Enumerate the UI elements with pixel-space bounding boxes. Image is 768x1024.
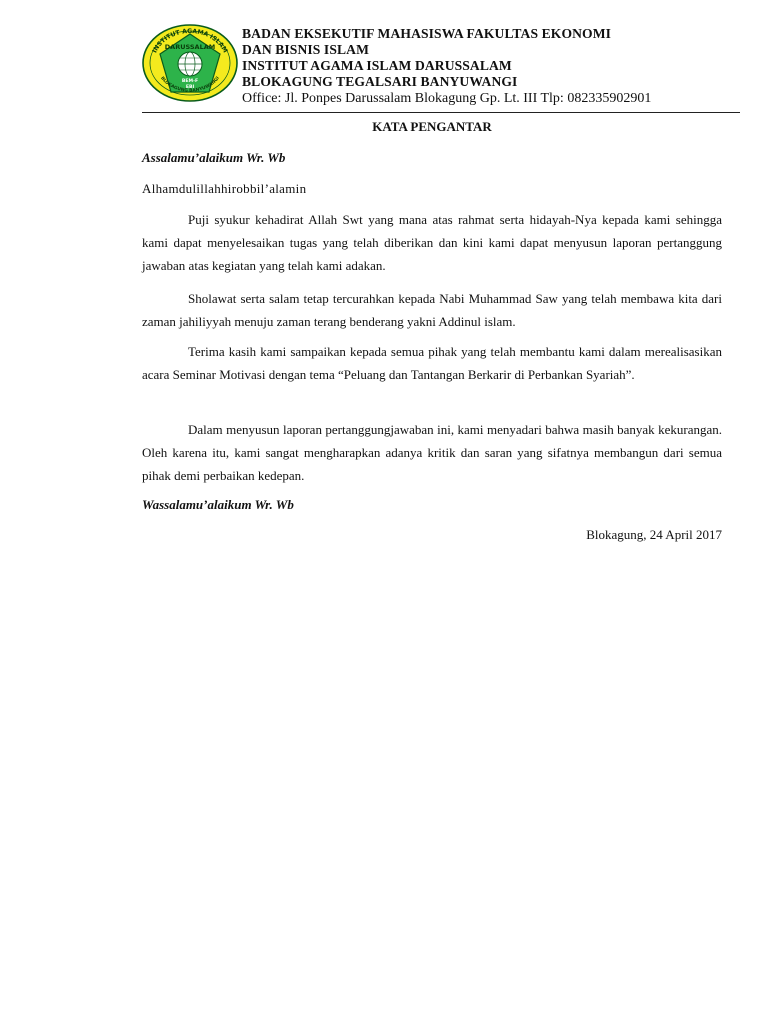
letterhead-divider: [142, 112, 740, 113]
paragraph-thanks: Terima kasih kami sampaikan kepada semua pihak yang telah membantu kami dalam merealisasikan acara Seminar Motivasi dengan tema “Peluang dan Tantangan Berkarir di Perbankan Syariah”.: [142, 344, 722, 382]
logo-bottom-text: BLOKAGUNG BANYUWANGI: [159, 76, 221, 94]
greeting-open: Assalamu’alaikum Wr. Wb: [142, 150, 286, 165]
place-date: Blokagung, 24 April 2017: [586, 527, 722, 542]
globe-icon: [178, 52, 202, 76]
greeting-close: Wassalamu’alaikum Wr. Wb: [142, 497, 294, 512]
paragraph-feedback: Dalam menyusun laporan pertanggungjawaban ini, kami menyadari bahwa masih banyak kekurangan. Oleh karena itu, kami sangat mengharapkan adanya kritik dan saran yang sifatnya membangun dari semua pihak demi perbaikan kedepan.: [142, 422, 722, 483]
letterhead-line-organization: BADAN EKSEKUTIF MAHASISWA FAKULTAS EKONOMI: [242, 26, 612, 41]
paragraph-sholawat: Sholawat serta salam tetap tercurahkan kepada Nabi Muhammad Saw yang telah membawa kita dari zaman jahiliyyah menuju zaman terang benderang yakni Addinul islam.: [142, 291, 722, 329]
letterhead-office-address: Office: Jl. Ponpes Darussalam Blokagung Gp. Lt. III Tlp: 082335902901: [242, 91, 652, 106]
letterhead: [242, 26, 742, 108]
logo-name: DARUSSALAM: [164, 43, 216, 51]
document-title: KATA PENGANTAR: [372, 119, 492, 134]
logo-ring-text: INSTITUT AGAMA ISLAM: [151, 27, 229, 55]
logo-badge-primary: BEM-F: [181, 79, 199, 84]
logo-badge-secondary: EBI: [185, 85, 195, 90]
opening-line: Alhamdulillahhirobbil’alamin: [142, 181, 307, 196]
university-logo: [140, 22, 240, 104]
letterhead-line-institute: INSTITUT AGAMA ISLAM DARUSSALAM: [242, 58, 512, 73]
paragraph-gratitude: Puji syukur kehadirat Allah Swt yang mana atas rahmat serta hidayah-Nya kepada kami sehingga kami dapat menyelesaikan tugas yang telah diberikan dan kini kami dapat menyusun laporan pertanggung jawaban atas kegiatan yang telah kami adakan.: [142, 212, 722, 273]
letterhead-line-faculty: DAN BISNIS ISLAM: [242, 42, 369, 57]
letterhead-line-location: BLOKAGUNG TEGALSARI BANYUWANGI: [242, 74, 518, 89]
